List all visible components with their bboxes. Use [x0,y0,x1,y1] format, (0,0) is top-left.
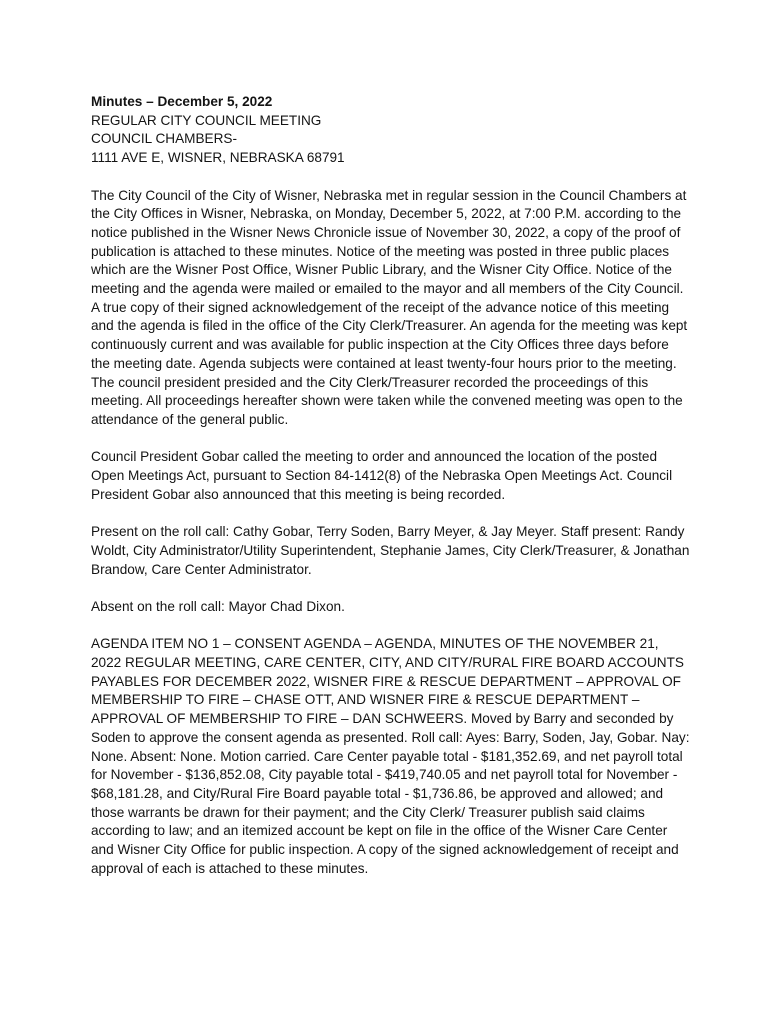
meeting-location: COUNCIL CHAMBERS- [91,131,238,147]
notice-paragraph: The City Council of the City of Wisner, Nebraska met in regular session in the Council Chambers at the City Offices in Wisner, Nebraska, on Monday, December 5, 2022, at 7:00 P.M. according to the notice published in the Wisner News Chronicle issue of November 30, 2022, a copy of the proof of publication is attached to these minutes. Notice of the meeting was posted in three public places which are the Wisner Post Office, Wisner Public Library, and the Wisner City Office. Notice of the meeting and the agenda were mailed or emailed to the mayor and all members of the City Council. A true copy of their signed acknowledgement of the receipt of the advance notice of this meeting and the agenda is filed in the office of the City Clerk/Treasurer. An agenda for the meeting was kept continuously current and was available for public inspection at the City Offices three days before the meeting date. Agenda subjects were contained at least twenty-four hours prior to the meeting. The council president presided and the City Clerk/Treasurer recorded the proceedings of this meeting. All proceedings hereafter shown were taken while the convened meeting was open to the attendance of the general public. [91,187,688,427]
minutes-title: Minutes – December 5, 2022 [91,94,273,109]
meeting-type: REGULAR CITY COUNCIL MEETING [91,112,322,128]
minutes-header [91,93,691,168]
call-to-order-paragraph: Council President Gobar called the meeting to order and announced the location of the posted Open Meetings Act, pursuant to Section 84-1412(8) of the Nebraska Open Meetings Act. Council President Gobar also announced that this meeting is being recorded. [91,449,673,502]
meeting-address: 1111 AVE E, WISNER, NEBRASKA 68791 [91,150,345,166]
roll-call-absent-paragraph: Absent on the roll call: Mayor Chad Dixon. [91,598,345,614]
document-page [91,93,691,897]
roll-call-present-paragraph: Present on the roll call: Cathy Gobar, Terry Soden, Barry Meyer, & Jay Meyer. Staff present: Randy Woldt, City Administrator/Utility Superintendent, Stephanie James, City Clerk/Treasurer, & Jonathan Brandow, Care Center Administrator. [91,524,690,577]
agenda-item-1-paragraph: AGENDA ITEM NO 1 – CONSENT AGENDA – AGENDA, MINUTES OF THE NOVEMBER 21, 2022 REGULAR MEETING, CARE CENTER, CITY, AND CITY/RURAL FIRE BOARD ACCOUNTS PAYABLES FOR DECEMBER 2022, WISNER FIRE & RESCUE DEPARTMENT – APPROVAL OF MEMBERSHIP TO FIRE – CHASE OTT, AND WISNER FIRE & RESCUE DEPARTMENT – APPROVAL OF MEMBERSHIP TO FIRE – DAN SCHWEERS. Moved by Barry and seconded by Soden to approve the consent agenda as presented. Roll call: Ayes: Barry, Soden, Jay, Gobar. Nay: None. Absent: None. Motion carried. Care Center payable total - $181,352.69, and net payroll total for November - $136,852.08, City payable total - $419,740.05 and net payroll total for November - $68,181.28, and City/Rural Fire Board payable total - $1,736.86, be approved and allowed; and those warrants be drawn for their payment; and the City Clerk/ Treasurer publish said claims according to law; and an itemized account be kept on file in the office of the Wisner Care Center and Wisner City Office for public inspection. A copy of the signed acknowledgement of receipt and approval of each is attached to these minutes. [91,636,690,876]
